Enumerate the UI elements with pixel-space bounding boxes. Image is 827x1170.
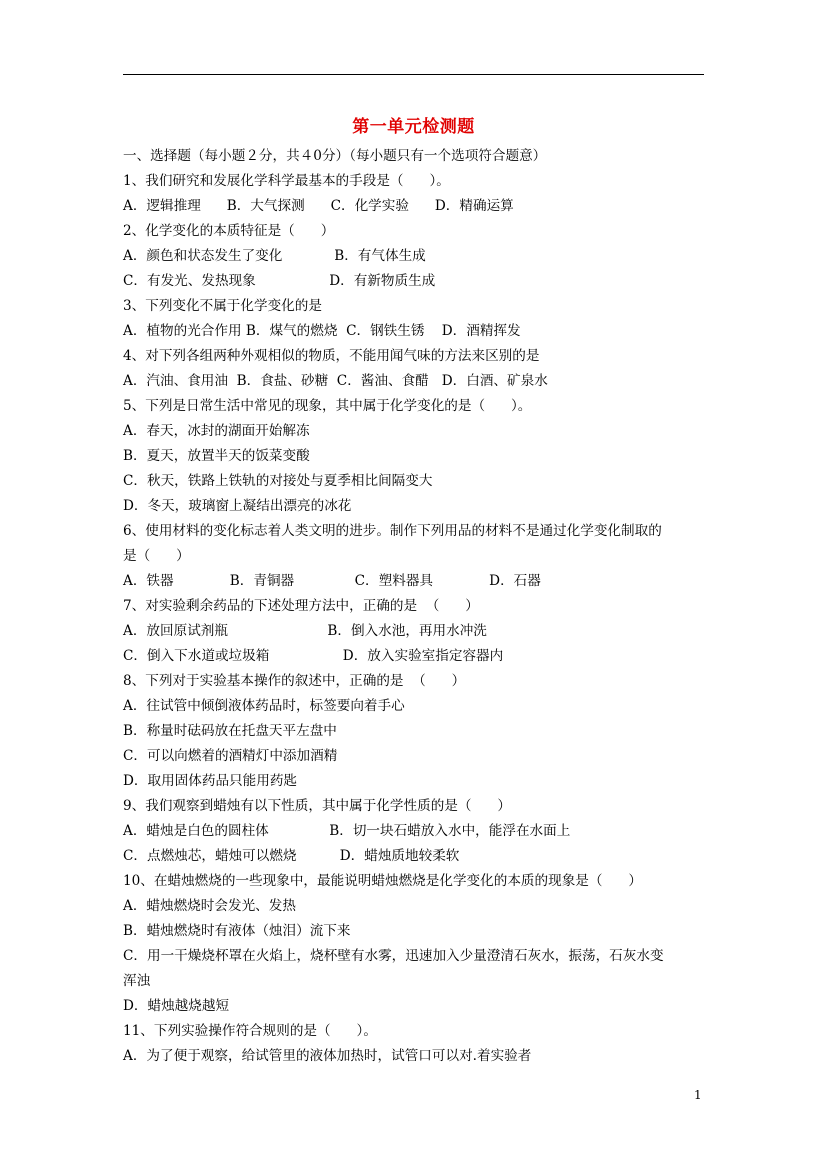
text-line: D．冬天，玻璃窗上凝结出漂亮的冰花 [123, 498, 352, 514]
text-line: C．倒入下水道或垃圾箱 D．放入实验室指定容器内 [123, 648, 504, 664]
text-line: 7、对实验剩余药品的下述处理方法中，正确的是 （ ） [123, 598, 479, 614]
text-line: C．用一干燥烧杯罩在火焰上，烧杯壁有水雾，迅速加入少量澄清石灰水，振荡，石灰水变 [123, 948, 664, 964]
text-line: B．蜡烛燃烧时有液体（烛泪）流下来 [123, 923, 351, 939]
text-line: A．铁器 B．青铜器 C．塑料器具 D．石器 [123, 573, 541, 589]
text-line: A．往试管中倾倒液体药品时，标签要向着手心 [123, 698, 405, 714]
text-line: C．有发光、发热现象 D．有新物质生成 [123, 273, 436, 289]
text-line: A．为了便于观察，给试管里的液体加热时，试管口可以对.着实验者 [123, 1048, 532, 1064]
text-line: A．蜡烛是白色的圆柱体 B．切一块石蜡放入水中，能浮在水面上 [123, 823, 571, 839]
document-body [123, 144, 707, 1069]
text-line: 11、下列实验操作符合规则的是（ ）。 [123, 1023, 377, 1039]
text-line: 浑浊 [123, 973, 151, 989]
text-line: A．颜色和状态发生了变化 B．有气体生成 [123, 248, 426, 264]
header-rule [123, 74, 704, 75]
section-header: 一、选择题（每小题２分，共４0分）（每小题只有一个选项符合题意） [123, 148, 547, 164]
page-number: 1 [694, 1088, 702, 1102]
text-line: C．可以向燃着的酒精灯中添加酒精 [123, 748, 338, 764]
text-line: B．夏天，放置半天的饭菜变酸 [123, 448, 310, 464]
text-line: C．点燃烛芯，蜡烛可以燃烧 D．蜡烛质地较柔软 [123, 848, 460, 864]
text-line: C．秋天，铁路上铁轨的对接处与夏季相比间隔变大 [123, 473, 433, 489]
text-line: 10、在蜡烛燃烧的一些现象中，最能说明蜡烛燃烧是化学变化的本质的现象是（ ） [123, 873, 643, 889]
text-line: A．逻辑推理 B．大气探测 C．化学实验 D．精确运算 [123, 198, 514, 214]
text-line: 5、下列是日常生活中常见的现象，其中属于化学变化的是（ ）。 [123, 398, 532, 414]
text-line: 3、下列变化不属于化学变化的是 [123, 298, 322, 314]
text-line: 8、下列对于实验基本操作的叙述中，正确的是 （ ） [123, 673, 466, 689]
text-line: B．称量时砝码放在托盘天平左盘中 [123, 723, 337, 739]
text-line: D．蜡烛越烧越短 [123, 998, 230, 1014]
text-line: 2、化学变化的本质特征是（ ） [123, 223, 335, 239]
text-line: A．春天，冰封的湖面开始解冻 [123, 423, 310, 439]
text-line: A．植物的光合作用 B．煤气的燃烧 C．钢铁生锈 D．酒精挥发 [123, 323, 521, 339]
text-line: 1、我们研究和发展化学科学最基本的手段是（ ）。 [123, 173, 450, 189]
text-line: 是（ ） [123, 548, 190, 564]
page-title: 第一单元检测题 [352, 117, 475, 137]
text-line: A．汽油、食用油 B．食盐、砂糖 C．酱油、食醋 D．白酒、矿泉水 [123, 373, 548, 389]
text-line: 9、我们观察到蜡烛有以下性质，其中属于化学性质的是（ ） [123, 798, 512, 814]
text-line: D．取用固体药品只能用药匙 [123, 773, 298, 789]
text-line: 6、使用材料的变化标志着人类文明的进步。制作下列用品的材料不是通过化学变化制取的 [123, 523, 662, 539]
text-line: A．放回原试剂瓶 B．倒入水池，再用水冲洗 [123, 623, 487, 639]
text-line: 4、对下列各组两种外观相似的物质，不能用闻气味的方法来区别的是 [123, 348, 540, 364]
text-line: A．蜡烛燃烧时会发光、发热 [123, 898, 296, 914]
